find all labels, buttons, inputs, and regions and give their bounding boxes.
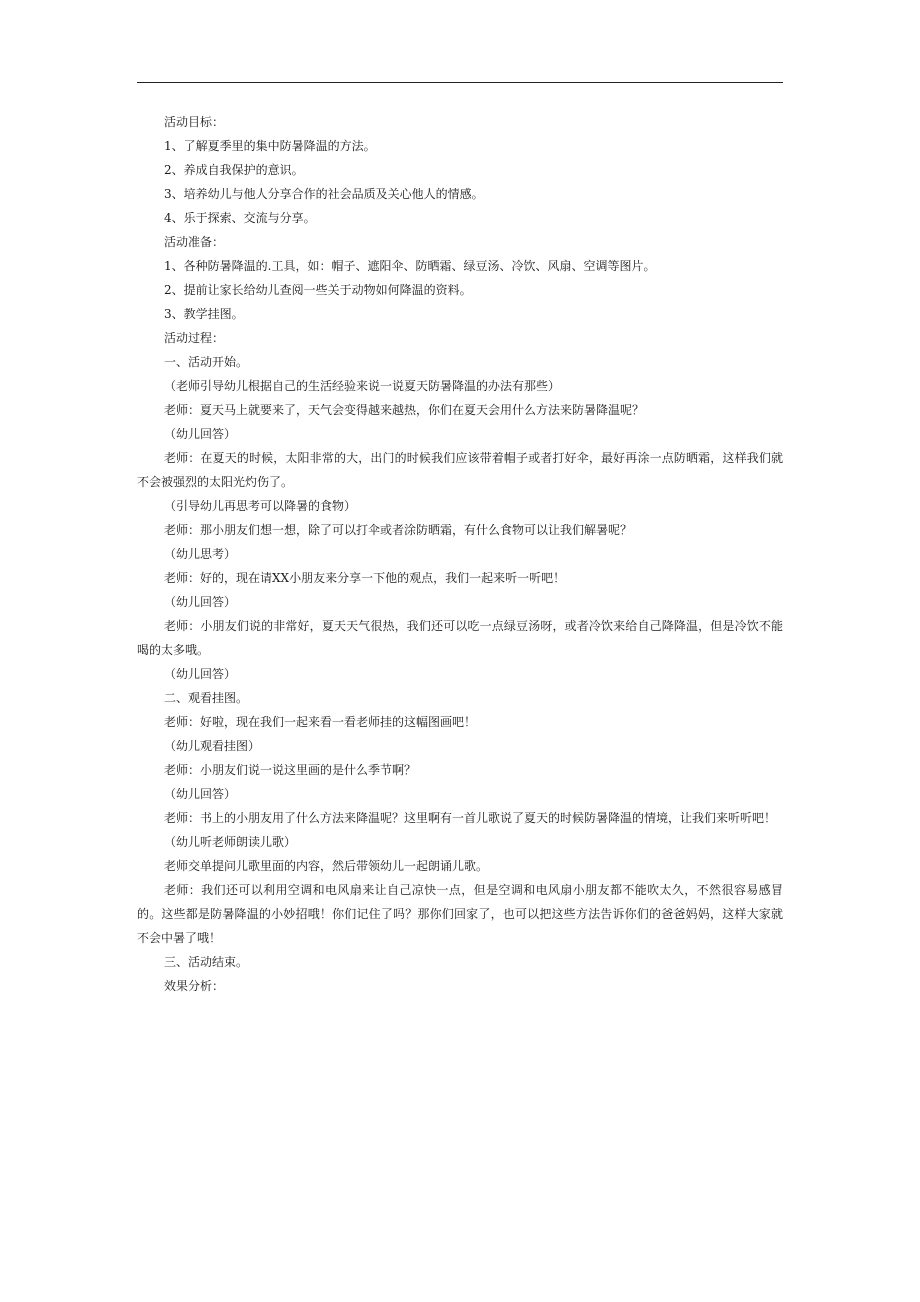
stage-note: （引导幼儿再思考可以降暑的食物）: [164, 499, 357, 513]
step-heading: 二、观看挂图。: [164, 691, 249, 705]
section-heading-analysis: 效果分析：: [164, 979, 225, 993]
child-response: （幼儿回答）: [164, 667, 237, 681]
teacher-line: 老师：好啦，现在我们一起来看一看老师挂的这幅图画吧！: [164, 715, 477, 729]
teacher-line: 老师：在夏天的时候，太阳非常的大，出门的时候我们应该带着帽子或者打好伞，最好再涂一点防晒霜，这样我们就不会被强烈的太阳光灼伤了。: [137, 451, 783, 489]
goal-item: 2、养成自我保护的意识。: [164, 163, 304, 177]
document-body: [137, 110, 783, 998]
section-heading-goals: 活动目标：: [164, 115, 225, 129]
child-response: （幼儿回答）: [164, 595, 237, 609]
child-response: （幼儿回答）: [164, 427, 237, 441]
teacher-line: 老师：那小朋友们想一想，除了可以打伞或者涂防晒霜，有什么食物可以让我们解暑呢？: [164, 523, 633, 537]
goal-item: 4、乐于探索、交流与分享。: [164, 211, 316, 225]
goal-item: 3、培养幼儿与他人分享合作的社会品质及关心他人的情感。: [164, 187, 484, 201]
step-heading: 三、活动结束。: [164, 955, 249, 969]
teacher-line: 老师：我们还可以利用空调和电风扇来让自己凉快一点，但是空调和电风扇小朋友都不能吹太久，不然很容易感冒的。这些都是防暑降温的小妙招哦！你们记住了吗？那你们回家了，也可以把这些方法告诉你们的爸爸妈妈，这样大家就不会中暑了哦！: [137, 883, 783, 945]
child-response: （幼儿观看挂图）: [164, 739, 261, 753]
child-response: （幼儿听老师朗读儿歌）: [164, 835, 297, 849]
child-response: （幼儿思考）: [164, 547, 237, 561]
preparation-item: 1、各种防暑降温的.工具，如：帽子、遮阳伞、防晒霜、绿豆汤、冷饮、风扇、空调等图片。: [164, 259, 656, 273]
teacher-line: 老师：小朋友们说一说这里画的是什么季节啊？: [164, 763, 417, 777]
preparation-item: 3、教学挂图。: [164, 307, 244, 321]
goal-item: 1、了解夏季里的集中防暑降温的方法。: [164, 139, 376, 153]
teacher-line: 老师：小朋友们说的非常好，夏天天气很热，我们还可以吃一点绿豆汤呀，或者冷饮来给自己降降温，但是冷饮不能喝的太多哦。: [137, 619, 783, 657]
teacher-line: 老师：夏天马上就要来了，天气会变得越来越热，你们在夏天会用什么方法来防暑降温呢？: [164, 403, 645, 417]
section-heading-preparation: 活动准备：: [164, 235, 225, 249]
header-rule: [137, 82, 783, 83]
step-heading: 一、活动开始。: [164, 355, 249, 369]
section-heading-process: 活动过程：: [164, 331, 225, 345]
preparation-item: 2、提前让家长给幼儿查阅一些关于动物如何降温的资料。: [164, 283, 472, 297]
teacher-line: 老师交单提问儿歌里面的内容，然后带领幼儿一起朗诵儿歌。: [164, 859, 489, 873]
stage-note: （老师引导幼儿根据自己的生活经验来说一说夏天防暑降温的办法有那些）: [164, 379, 561, 393]
teacher-line: 老师：书上的小朋友用了什么方法来降温呢？这里啊有一首儿歌说了夏天的时候防暑降温的情境，让我们来听听吧！: [164, 811, 777, 825]
child-response: （幼儿回答）: [164, 787, 237, 801]
teacher-line: 老师：好的，现在请XX小朋友来分享一下他的观点，我们一起来听一听吧！: [164, 571, 566, 585]
